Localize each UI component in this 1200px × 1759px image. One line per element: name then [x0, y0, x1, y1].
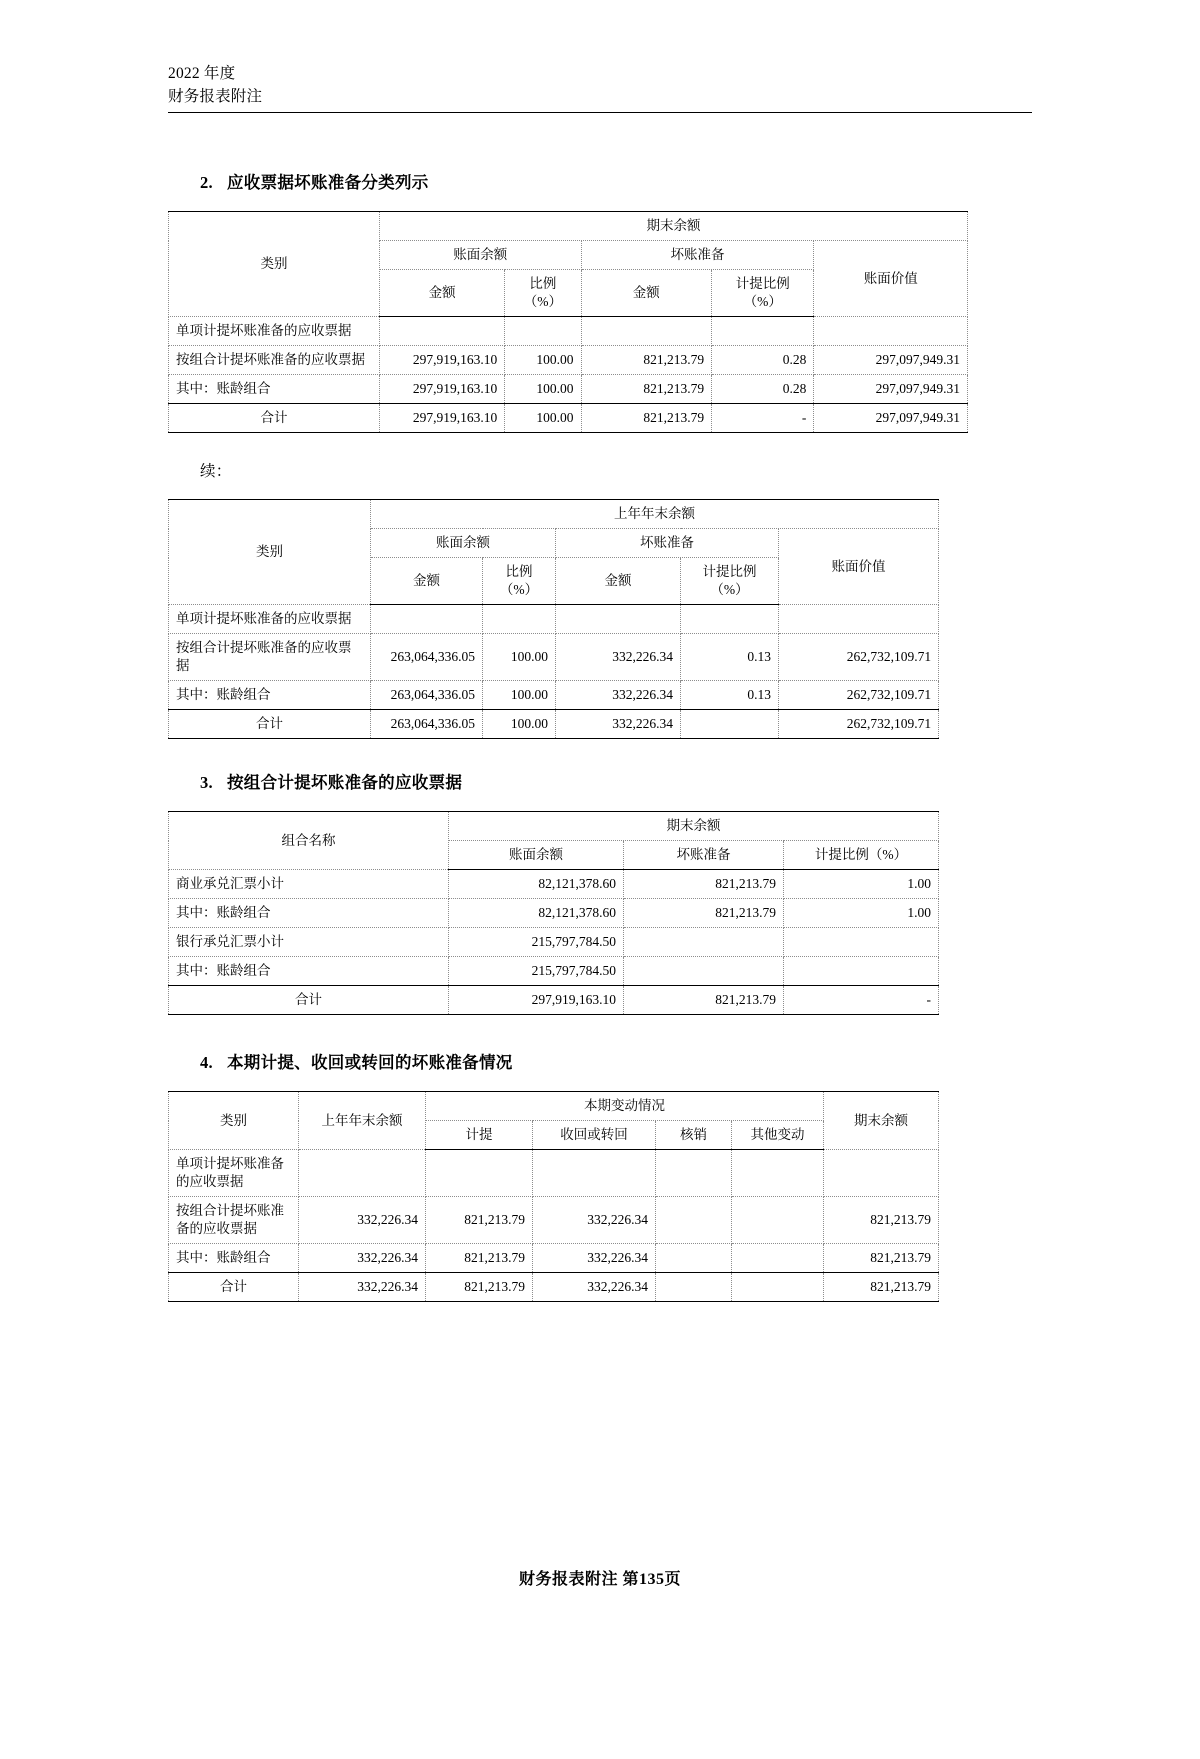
row-written-off — [656, 1197, 732, 1244]
row-book-balance-ratio: 100.00 — [505, 404, 581, 433]
row-other-changes — [732, 1150, 824, 1197]
header-book-balance: 账面余额 — [449, 841, 624, 870]
section-2-heading — [200, 169, 1200, 193]
row-book-balance-ratio — [483, 605, 556, 634]
row-book-value — [814, 317, 968, 346]
row-book-balance-amount: 263,064,336.05 — [371, 710, 483, 739]
row-written-off — [656, 1244, 732, 1273]
row-category: 按组合计提坏账准备的应收票据 — [169, 634, 371, 681]
table-row-total — [169, 404, 968, 433]
row-provision: 821,213.79 — [426, 1273, 533, 1302]
header-ratio-line1: 比例 — [529, 276, 557, 291]
row-provision-ratio: 0.28 — [712, 346, 814, 375]
row-category: 合计 — [169, 710, 371, 739]
row-book-balance-amount: 263,064,336.05 — [371, 634, 483, 681]
header-bad-debt-provision: 坏账准备 — [581, 241, 814, 270]
row-category: 合计 — [169, 1273, 299, 1302]
header-written-off: 核销 — [656, 1121, 732, 1150]
table-row — [169, 928, 939, 957]
row-book-balance-ratio: 100.00 — [505, 375, 581, 404]
row-ratio: 1.00 — [784, 899, 939, 928]
row-period-end: 821,213.79 — [824, 1273, 939, 1302]
row-ratio: 1.00 — [784, 870, 939, 899]
row-book-value: 297,097,949.31 — [814, 346, 968, 375]
row-recovered: 332,226.34 — [533, 1273, 656, 1302]
row-book-balance-ratio — [505, 317, 581, 346]
header-bad-debt-provision: 坏账准备 — [556, 529, 779, 558]
row-book-balance-ratio: 100.00 — [483, 634, 556, 681]
row-category: 其中：账龄组合 — [169, 1244, 299, 1273]
row-prior-year-end — [299, 1150, 426, 1197]
row-category: 其中：账龄组合 — [169, 681, 371, 710]
row-provision-amount: 332,226.34 — [556, 681, 681, 710]
row-book-balance-ratio: 100.00 — [483, 710, 556, 739]
row-provision-ratio: 0.28 — [712, 375, 814, 404]
table-row-total — [169, 1273, 939, 1302]
section-3-title: 按组合计提坏账准备的应收票据 — [226, 773, 463, 792]
header-provision-ratio-line1: 计提比例 — [735, 276, 790, 291]
header-other-changes: 其他变动 — [732, 1121, 824, 1150]
page-footer — [0, 1566, 1200, 1589]
row-period-end: 821,213.79 — [824, 1197, 939, 1244]
row-provision-ratio: 0.13 — [681, 681, 779, 710]
section-3-number: 3. — [200, 773, 213, 792]
header-ratio-line2: （%） — [499, 582, 539, 597]
section-3-heading — [200, 769, 1200, 793]
row-provision-ratio: - — [712, 404, 814, 433]
section-2-title: 应收票据坏账准备分类列示 — [226, 173, 429, 192]
row-book-balance-ratio: 100.00 — [505, 346, 581, 375]
row-book-balance-amount: 263,064,336.05 — [371, 681, 483, 710]
row-prior-year-end: 332,226.34 — [299, 1273, 426, 1302]
row-category: 按组合计提坏账准备的应收票据 — [169, 346, 380, 375]
row-book-balance: 82,121,378.60 — [449, 870, 624, 899]
row-recovered: 332,226.34 — [533, 1244, 656, 1273]
header-group-name: 组合名称 — [169, 812, 449, 870]
section-2-number: 2. — [200, 173, 213, 192]
table-row — [169, 1150, 939, 1197]
table-row — [169, 605, 939, 634]
row-provision-amount: 332,226.34 — [556, 710, 681, 739]
header-amount: 金额 — [379, 270, 504, 317]
header-recovered: 收回或转回 — [533, 1121, 656, 1150]
table-row — [169, 375, 968, 404]
header-period-end: 期末余额 — [449, 812, 939, 841]
row-provision-amount: 821,213.79 — [581, 375, 712, 404]
row-ratio: - — [784, 986, 939, 1015]
header-prior-year-end: 上年年末余额 — [299, 1092, 426, 1150]
header-book-balance: 账面余额 — [379, 241, 581, 270]
row-provision-ratio — [681, 605, 779, 634]
row-ratio — [784, 928, 939, 957]
row-group-name: 合计 — [169, 986, 449, 1015]
continued-label: 续： — [200, 463, 232, 480]
row-ratio — [784, 957, 939, 986]
header-line-title: 财务报表附注 — [168, 88, 263, 105]
row-provision-ratio — [681, 710, 779, 739]
header-book-value: 账面价值 — [779, 529, 939, 605]
header-category: 类别 — [169, 212, 380, 317]
footer-page-number: 第135页 — [622, 1571, 682, 1588]
table-row-total — [169, 710, 939, 739]
footer-title: 财务报表附注 — [518, 1571, 618, 1588]
row-book-balance-amount: 297,919,163.10 — [379, 404, 504, 433]
row-book-value: 262,732,109.71 — [779, 710, 939, 739]
row-book-value: 297,097,949.31 — [814, 375, 968, 404]
row-group-name: 银行承兑汇票小计 — [169, 928, 449, 957]
row-book-balance-amount — [379, 317, 504, 346]
row-period-end: 821,213.79 — [824, 1244, 939, 1273]
row-other-changes — [732, 1197, 824, 1244]
row-book-balance-amount: 297,919,163.10 — [379, 375, 504, 404]
table-provision-changes — [168, 1091, 939, 1302]
header-ratio-line2: （%） — [523, 294, 563, 309]
row-category: 单项计提坏账准备的应收票据 — [169, 1150, 299, 1197]
row-book-balance-ratio: 100.00 — [483, 681, 556, 710]
row-provision-amount: 821,213.79 — [581, 346, 712, 375]
header-period-end: 期末余额 — [824, 1092, 939, 1150]
header-amount: 金额 — [371, 558, 483, 605]
row-provision-amount — [556, 605, 681, 634]
table-group-provision — [168, 811, 939, 1015]
section-4-number: 4. — [200, 1053, 213, 1072]
row-provision: 821,213.79 — [624, 986, 784, 1015]
row-category: 其中：账龄组合 — [169, 375, 380, 404]
row-book-balance-amount — [371, 605, 483, 634]
table-row-total — [169, 986, 939, 1015]
table-row — [169, 870, 939, 899]
table-bad-debt-current — [168, 211, 968, 433]
row-book-balance-amount: 297,919,163.10 — [379, 346, 504, 375]
row-book-balance: 297,919,163.10 — [449, 986, 624, 1015]
row-book-balance: 215,797,784.50 — [449, 928, 624, 957]
row-book-balance: 215,797,784.50 — [449, 957, 624, 986]
header-prior-year-end: 上年年末余额 — [371, 500, 939, 529]
row-book-value — [779, 605, 939, 634]
header-book-value: 账面价值 — [814, 241, 968, 317]
row-recovered — [533, 1150, 656, 1197]
table-row — [169, 1197, 939, 1244]
row-group-name: 其中：账龄组合 — [169, 899, 449, 928]
table-row — [169, 1244, 939, 1273]
header-ratio — [483, 558, 556, 605]
row-book-value: 297,097,949.31 — [814, 404, 968, 433]
row-provision-amount: 821,213.79 — [581, 404, 712, 433]
page-header — [168, 62, 1032, 113]
row-provision — [624, 928, 784, 957]
row-other-changes — [732, 1273, 824, 1302]
row-book-balance: 82,121,378.60 — [449, 899, 624, 928]
row-provision: 821,213.79 — [426, 1197, 533, 1244]
table-row — [169, 346, 968, 375]
row-recovered: 332,226.34 — [533, 1197, 656, 1244]
row-group-name: 其中：账龄组合 — [169, 957, 449, 986]
header-provision-ratio: 计提比例（%） — [784, 841, 939, 870]
header-provision-ratio-line1: 计提比例 — [702, 564, 757, 579]
table-row — [169, 899, 939, 928]
header-provision-ratio-line2: （%） — [743, 294, 782, 309]
section-4-title: 本期计提、收回或转回的坏账准备情况 — [226, 1053, 513, 1072]
table-row — [169, 681, 939, 710]
section-4-heading — [200, 1049, 1200, 1073]
row-provision — [624, 957, 784, 986]
row-category: 单项计提坏账准备的应收票据 — [169, 317, 380, 346]
row-book-value: 262,732,109.71 — [779, 681, 939, 710]
header-period-end: 期末余额 — [379, 212, 967, 241]
header-ratio-line1: 比例 — [505, 564, 533, 579]
row-written-off — [656, 1273, 732, 1302]
row-written-off — [656, 1150, 732, 1197]
header-provision-ratio — [712, 270, 814, 317]
header-provision-ratio-line2: （%） — [710, 582, 749, 597]
row-period-end — [824, 1150, 939, 1197]
row-category: 单项计提坏账准备的应收票据 — [169, 605, 371, 634]
row-category: 按组合计提坏账准备的应收票据 — [169, 1197, 299, 1244]
header-line-year: 2022 年度 — [168, 65, 236, 82]
row-provision: 821,213.79 — [624, 899, 784, 928]
row-book-value: 262,732,109.71 — [779, 634, 939, 681]
header-bad-debt-provision: 坏账准备 — [624, 841, 784, 870]
header-provision-ratio — [681, 558, 779, 605]
row-provision — [426, 1150, 533, 1197]
row-other-changes — [732, 1244, 824, 1273]
table-row — [169, 957, 939, 986]
header-category: 类别 — [169, 1092, 299, 1150]
row-provision-amount: 332,226.34 — [556, 634, 681, 681]
table-row — [169, 634, 939, 681]
row-provision-ratio: 0.13 — [681, 634, 779, 681]
header-provision: 计提 — [426, 1121, 533, 1150]
row-prior-year-end: 332,226.34 — [299, 1244, 426, 1273]
row-provision: 821,213.79 — [426, 1244, 533, 1273]
row-category: 合计 — [169, 404, 380, 433]
row-prior-year-end: 332,226.34 — [299, 1197, 426, 1244]
document-page — [0, 62, 1200, 1759]
header-current-changes: 本期变动情况 — [426, 1092, 824, 1121]
row-provision: 821,213.79 — [624, 870, 784, 899]
header-book-balance: 账面余额 — [371, 529, 556, 558]
header-ratio — [505, 270, 581, 317]
header-provision-amount: 金额 — [581, 270, 712, 317]
header-provision-amount: 金额 — [556, 558, 681, 605]
row-provision-amount — [581, 317, 712, 346]
header-category: 类别 — [169, 500, 371, 605]
row-group-name: 商业承兑汇票小计 — [169, 870, 449, 899]
table-bad-debt-prior — [168, 499, 939, 739]
table-row — [169, 317, 968, 346]
row-provision-ratio — [712, 317, 814, 346]
